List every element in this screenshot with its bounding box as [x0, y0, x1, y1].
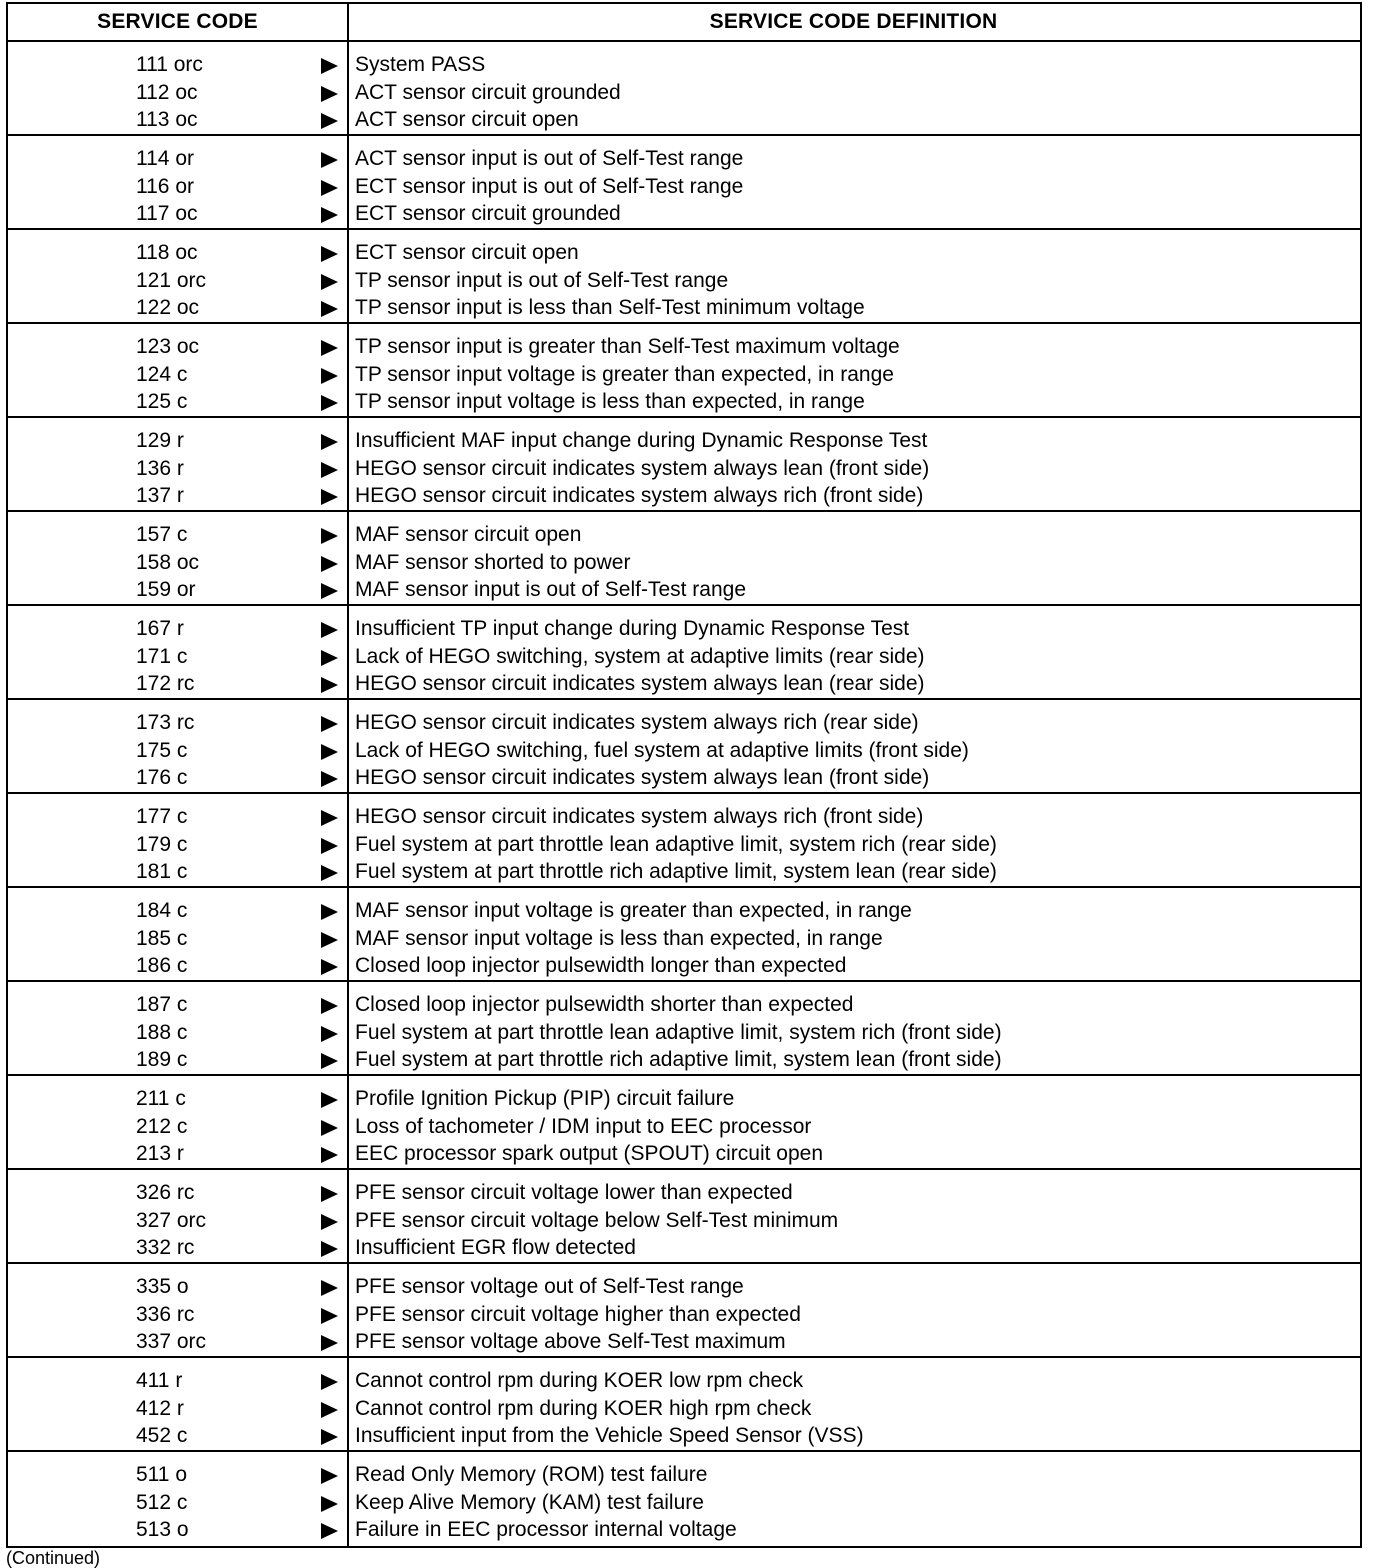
table-row	[8, 145, 1360, 173]
service-code-definition: Insufficient TP input change during Dynamic Response Test	[355, 617, 910, 640]
service-code-definition: HEGO sensor circuit indicates system always rich (front side)	[355, 805, 924, 828]
arrow-right-icon	[321, 1147, 338, 1163]
service-code-definition: ACT sensor circuit open	[355, 108, 579, 132]
service-code: 512 c	[136, 1490, 188, 1514]
arrow-right-icon	[321, 1429, 338, 1445]
arrow-right-icon	[321, 1186, 338, 1202]
arrow-right-icon	[321, 622, 338, 638]
table-row	[8, 1113, 1360, 1141]
service-code: 175 c	[136, 738, 188, 762]
arrow-right-icon	[321, 368, 338, 384]
service-code-definition: Cannot control rpm during KOER high rpm check	[355, 1396, 812, 1420]
table-row	[8, 549, 1360, 577]
service-code-definition: HEGO sensor circuit indicates system always lean (front side)	[355, 456, 930, 480]
table-row	[8, 1422, 1360, 1450]
table-row	[8, 991, 1360, 1019]
code-group	[8, 606, 1360, 700]
service-code: 412 r	[136, 1396, 184, 1420]
service-code: 114 or	[136, 147, 194, 170]
arrow-right-icon	[321, 301, 338, 317]
service-code: 179 c	[136, 832, 188, 856]
service-code-definition: Keep Alive Memory (KAM) test failure	[355, 1490, 704, 1514]
arrow-right-icon	[321, 246, 338, 262]
code-group	[8, 1170, 1360, 1264]
arrow-right-icon	[321, 1335, 338, 1351]
service-code: 137 r	[136, 484, 184, 508]
code-group	[8, 42, 1360, 136]
continued-note: (Continued)	[6, 1548, 101, 1568]
table-header	[8, 4, 1360, 42]
arrow-right-icon	[321, 583, 338, 599]
table-row	[8, 1461, 1360, 1489]
table-row	[8, 952, 1360, 980]
table-row	[8, 1301, 1360, 1329]
service-code: 167 r	[136, 617, 184, 640]
arrow-right-icon	[321, 434, 338, 450]
code-group	[8, 324, 1360, 418]
service-code-definition: TP sensor input is greater than Self-Test maximum voltage	[355, 335, 900, 358]
service-code-definition: ACT sensor circuit grounded	[355, 80, 621, 104]
arrow-right-icon	[321, 152, 338, 168]
service-code: 332 rc	[136, 1236, 195, 1260]
service-code-definition: MAF sensor input is out of Self-Test range	[355, 578, 747, 602]
service-code: 123 oc	[136, 335, 200, 358]
table-row	[8, 79, 1360, 107]
service-code-definition: Lack of HEGO switching, fuel system at adaptive limits (front side)	[355, 738, 969, 762]
service-code-definition: PFE sensor voltage above Self-Test maximum	[355, 1330, 786, 1354]
arrow-right-icon	[321, 1092, 338, 1108]
arrow-right-icon	[321, 395, 338, 411]
code-group	[8, 1452, 1360, 1546]
service-code: 335 o	[136, 1275, 189, 1298]
code-group	[8, 1264, 1360, 1358]
arrow-right-icon	[321, 771, 338, 787]
table-row	[8, 388, 1360, 416]
service-code-definition: HEGO sensor circuit indicates system always lean (rear side)	[355, 672, 925, 696]
table-row	[8, 737, 1360, 765]
service-code: 171 c	[136, 644, 188, 668]
table-row	[8, 51, 1360, 79]
table-row	[8, 1234, 1360, 1262]
table-row	[8, 1019, 1360, 1047]
arrow-right-icon	[321, 865, 338, 881]
service-code: 186 c	[136, 954, 188, 978]
arrow-right-icon	[321, 1402, 338, 1418]
service-code-definition: EEC processor spark output (SPOUT) circuit open	[355, 1142, 824, 1166]
arrow-right-icon	[321, 340, 338, 356]
table-row	[8, 294, 1360, 322]
service-code: 136 r	[136, 456, 184, 480]
arrow-right-icon	[321, 1496, 338, 1512]
header-service-code-definition: SERVICE CODE DEFINITION	[709, 10, 998, 33]
code-group	[8, 1076, 1360, 1170]
table-row	[8, 897, 1360, 925]
table-row	[8, 764, 1360, 792]
service-code: 177 c	[136, 805, 188, 828]
table-row	[8, 831, 1360, 859]
arrow-right-icon	[321, 1241, 338, 1257]
service-code-definition: MAF sensor input voltage is greater than expected, in range	[355, 899, 912, 922]
table-row	[8, 709, 1360, 737]
service-code-definition: ECT sensor circuit grounded	[355, 202, 621, 226]
service-code: 116 or	[136, 174, 194, 198]
service-code: 327 orc	[136, 1208, 207, 1232]
table-row	[8, 858, 1360, 886]
table-row	[8, 643, 1360, 671]
service-code: 113 oc	[136, 108, 198, 132]
arrow-right-icon	[321, 556, 338, 572]
arrow-right-icon	[321, 932, 338, 948]
arrow-right-icon	[321, 650, 338, 666]
code-group	[8, 1358, 1360, 1452]
service-code-definition: Insufficient input from the Vehicle Speed Sensor (VSS)	[355, 1424, 864, 1448]
service-code: 188 c	[136, 1020, 188, 1044]
code-group	[8, 888, 1360, 982]
arrow-right-icon	[321, 998, 338, 1014]
service-code-definition: Insufficient MAF input change during Dynamic Response Test	[355, 429, 928, 452]
service-code: 181 c	[136, 860, 188, 884]
code-group	[8, 418, 1360, 512]
service-code-definition: HEGO sensor circuit indicates system always rich (front side)	[355, 484, 924, 508]
service-code-definition: HEGO sensor circuit indicates system always rich (rear side)	[355, 711, 919, 734]
service-code: 326 rc	[136, 1181, 195, 1204]
arrow-right-icon	[321, 1214, 338, 1230]
service-code: 172 rc	[136, 672, 195, 696]
code-group	[8, 794, 1360, 888]
service-code-definition: System PASS	[355, 53, 486, 76]
arrow-right-icon	[321, 677, 338, 693]
arrow-right-icon	[321, 274, 338, 290]
service-code: 159 or	[136, 578, 196, 602]
table-row	[8, 1179, 1360, 1207]
arrow-right-icon	[321, 180, 338, 196]
arrow-right-icon	[321, 462, 338, 478]
table-body	[8, 42, 1360, 1546]
service-code: 213 r	[136, 1142, 184, 1166]
service-code-definition: ECT sensor circuit open	[355, 241, 579, 264]
service-code-definition: Cannot control rpm during KOER low rpm check	[355, 1369, 804, 1392]
arrow-right-icon	[321, 113, 338, 129]
service-code-definition: Fuel system at part throttle lean adaptive limit, system rich (front side)	[355, 1020, 1002, 1044]
service-code-definition: Failure in EEC processor internal voltage	[355, 1518, 737, 1542]
arrow-right-icon	[321, 838, 338, 854]
header-service-code: SERVICE CODE	[97, 10, 258, 33]
service-code-definition: TP sensor input is less than Self-Test minimum voltage	[355, 296, 865, 320]
arrow-right-icon	[321, 1374, 338, 1390]
service-code: 122 oc	[136, 296, 200, 320]
service-code: 511 o	[136, 1463, 187, 1486]
service-code-definition: Closed loop injector pulsewidth longer than expected	[355, 954, 847, 978]
service-code: 411 r	[136, 1369, 183, 1392]
service-code-definition: PFE sensor circuit voltage higher than expected	[355, 1302, 801, 1326]
service-code: 117 oc	[136, 202, 198, 226]
service-code: 158 oc	[136, 550, 200, 574]
service-code: 129 r	[136, 429, 184, 452]
service-code: 189 c	[136, 1048, 188, 1072]
service-code-definition: TP sensor input voltage is less than expected, in range	[355, 390, 865, 414]
table-row	[8, 1046, 1360, 1074]
arrow-right-icon	[321, 1523, 338, 1539]
arrow-right-icon	[321, 1053, 338, 1069]
code-group	[8, 512, 1360, 606]
service-code-definition: PFE sensor circuit voltage below Self-Test minimum	[355, 1208, 839, 1232]
table-row	[8, 106, 1360, 134]
code-group	[8, 700, 1360, 794]
table-row	[8, 200, 1360, 228]
service-code: 112 oc	[136, 80, 198, 104]
arrow-right-icon	[321, 904, 338, 920]
table-row	[8, 803, 1360, 831]
service-code-definition: Fuel system at part throttle rich adaptive limit, system lean (front side)	[355, 1048, 1002, 1072]
service-code: 211 c	[136, 1087, 186, 1110]
arrow-right-icon	[321, 1120, 338, 1136]
table-row	[8, 1328, 1360, 1356]
arrow-right-icon	[321, 744, 338, 760]
service-code-definition: TP sensor input is out of Self-Test range	[355, 268, 729, 292]
table-row	[8, 455, 1360, 483]
arrow-right-icon	[321, 207, 338, 223]
service-code: 124 c	[136, 362, 188, 386]
table-row	[8, 333, 1360, 361]
table-row	[8, 1207, 1360, 1235]
table-row	[8, 239, 1360, 267]
code-group	[8, 982, 1360, 1076]
arrow-right-icon	[321, 489, 338, 505]
table-row	[8, 670, 1360, 698]
service-code: 187 c	[136, 993, 188, 1016]
service-code-definition: PFE sensor voltage out of Self-Test range	[355, 1275, 744, 1298]
arrow-right-icon	[321, 1468, 338, 1484]
arrow-right-icon	[321, 810, 338, 826]
service-code-definition: ACT sensor input is out of Self-Test range	[355, 147, 744, 170]
table-row	[8, 267, 1360, 295]
service-code-definition: Fuel system at part throttle rich adaptive limit, system lean (rear side)	[355, 860, 997, 884]
table-row	[8, 173, 1360, 201]
table-row	[8, 1367, 1360, 1395]
arrow-right-icon	[321, 1026, 338, 1042]
service-code-definition: TP sensor input voltage is greater than expected, in range	[355, 362, 894, 386]
arrow-right-icon	[321, 528, 338, 544]
code-group	[8, 136, 1360, 230]
service-code: 184 c	[136, 899, 188, 922]
table-row	[8, 925, 1360, 953]
service-code-definition: Insufficient EGR flow detected	[355, 1236, 636, 1260]
service-code-definition: MAF sensor input voltage is less than expected, in range	[355, 926, 883, 950]
service-code: 125 c	[136, 390, 188, 414]
arrow-right-icon	[321, 1308, 338, 1324]
service-code-definition: Loss of tachometer / IDM input to EEC processor	[355, 1114, 812, 1138]
service-code-table	[6, 2, 1362, 1548]
arrow-right-icon	[321, 1280, 338, 1296]
service-code: 185 c	[136, 926, 188, 950]
service-code: 121 orc	[136, 268, 207, 292]
table-row	[8, 1140, 1360, 1168]
arrow-right-icon	[321, 716, 338, 732]
service-code-definition: Lack of HEGO switching, system at adaptive limits (rear side)	[355, 644, 925, 668]
table-row	[8, 1395, 1360, 1423]
service-code: 118 oc	[136, 241, 198, 264]
service-code-definition: MAF sensor circuit open	[355, 523, 582, 546]
service-code: 336 rc	[136, 1302, 195, 1326]
service-code-definition: PFE sensor circuit voltage lower than expected	[355, 1181, 793, 1204]
table-row	[8, 361, 1360, 389]
service-code: 176 c	[136, 766, 188, 790]
service-code-definition: MAF sensor shorted to power	[355, 550, 631, 574]
table-row	[8, 615, 1360, 643]
arrow-right-icon	[321, 86, 338, 102]
service-code: 452 c	[136, 1424, 188, 1448]
arrow-right-icon	[321, 959, 338, 975]
table-row	[8, 482, 1360, 510]
table-row	[8, 1489, 1360, 1517]
table-row	[8, 427, 1360, 455]
table-row	[8, 1085, 1360, 1113]
service-code-definition: HEGO sensor circuit indicates system always lean (front side)	[355, 766, 930, 790]
service-code-definition: Read Only Memory (ROM) test failure	[355, 1463, 708, 1486]
service-code: 111 orc	[136, 53, 203, 76]
service-code-definition: Fuel system at part throttle lean adaptive limit, system rich (rear side)	[355, 832, 997, 856]
service-code-definition: Profile Ignition Pickup (PIP) circuit failure	[355, 1087, 735, 1110]
service-code: 513 o	[136, 1518, 189, 1542]
service-code: 212 c	[136, 1114, 188, 1138]
table-row	[8, 521, 1360, 549]
service-code-definition: ECT sensor input is out of Self-Test range	[355, 174, 744, 198]
arrow-right-icon	[321, 58, 338, 74]
service-code-definition: Closed loop injector pulsewidth shorter than expected	[355, 993, 854, 1016]
service-code: 173 rc	[136, 711, 195, 734]
service-code: 337 orc	[136, 1330, 207, 1354]
service-code: 157 c	[136, 523, 188, 546]
code-group	[8, 230, 1360, 324]
table-row	[8, 576, 1360, 604]
table-row	[8, 1273, 1360, 1301]
table-row	[8, 1516, 1360, 1544]
